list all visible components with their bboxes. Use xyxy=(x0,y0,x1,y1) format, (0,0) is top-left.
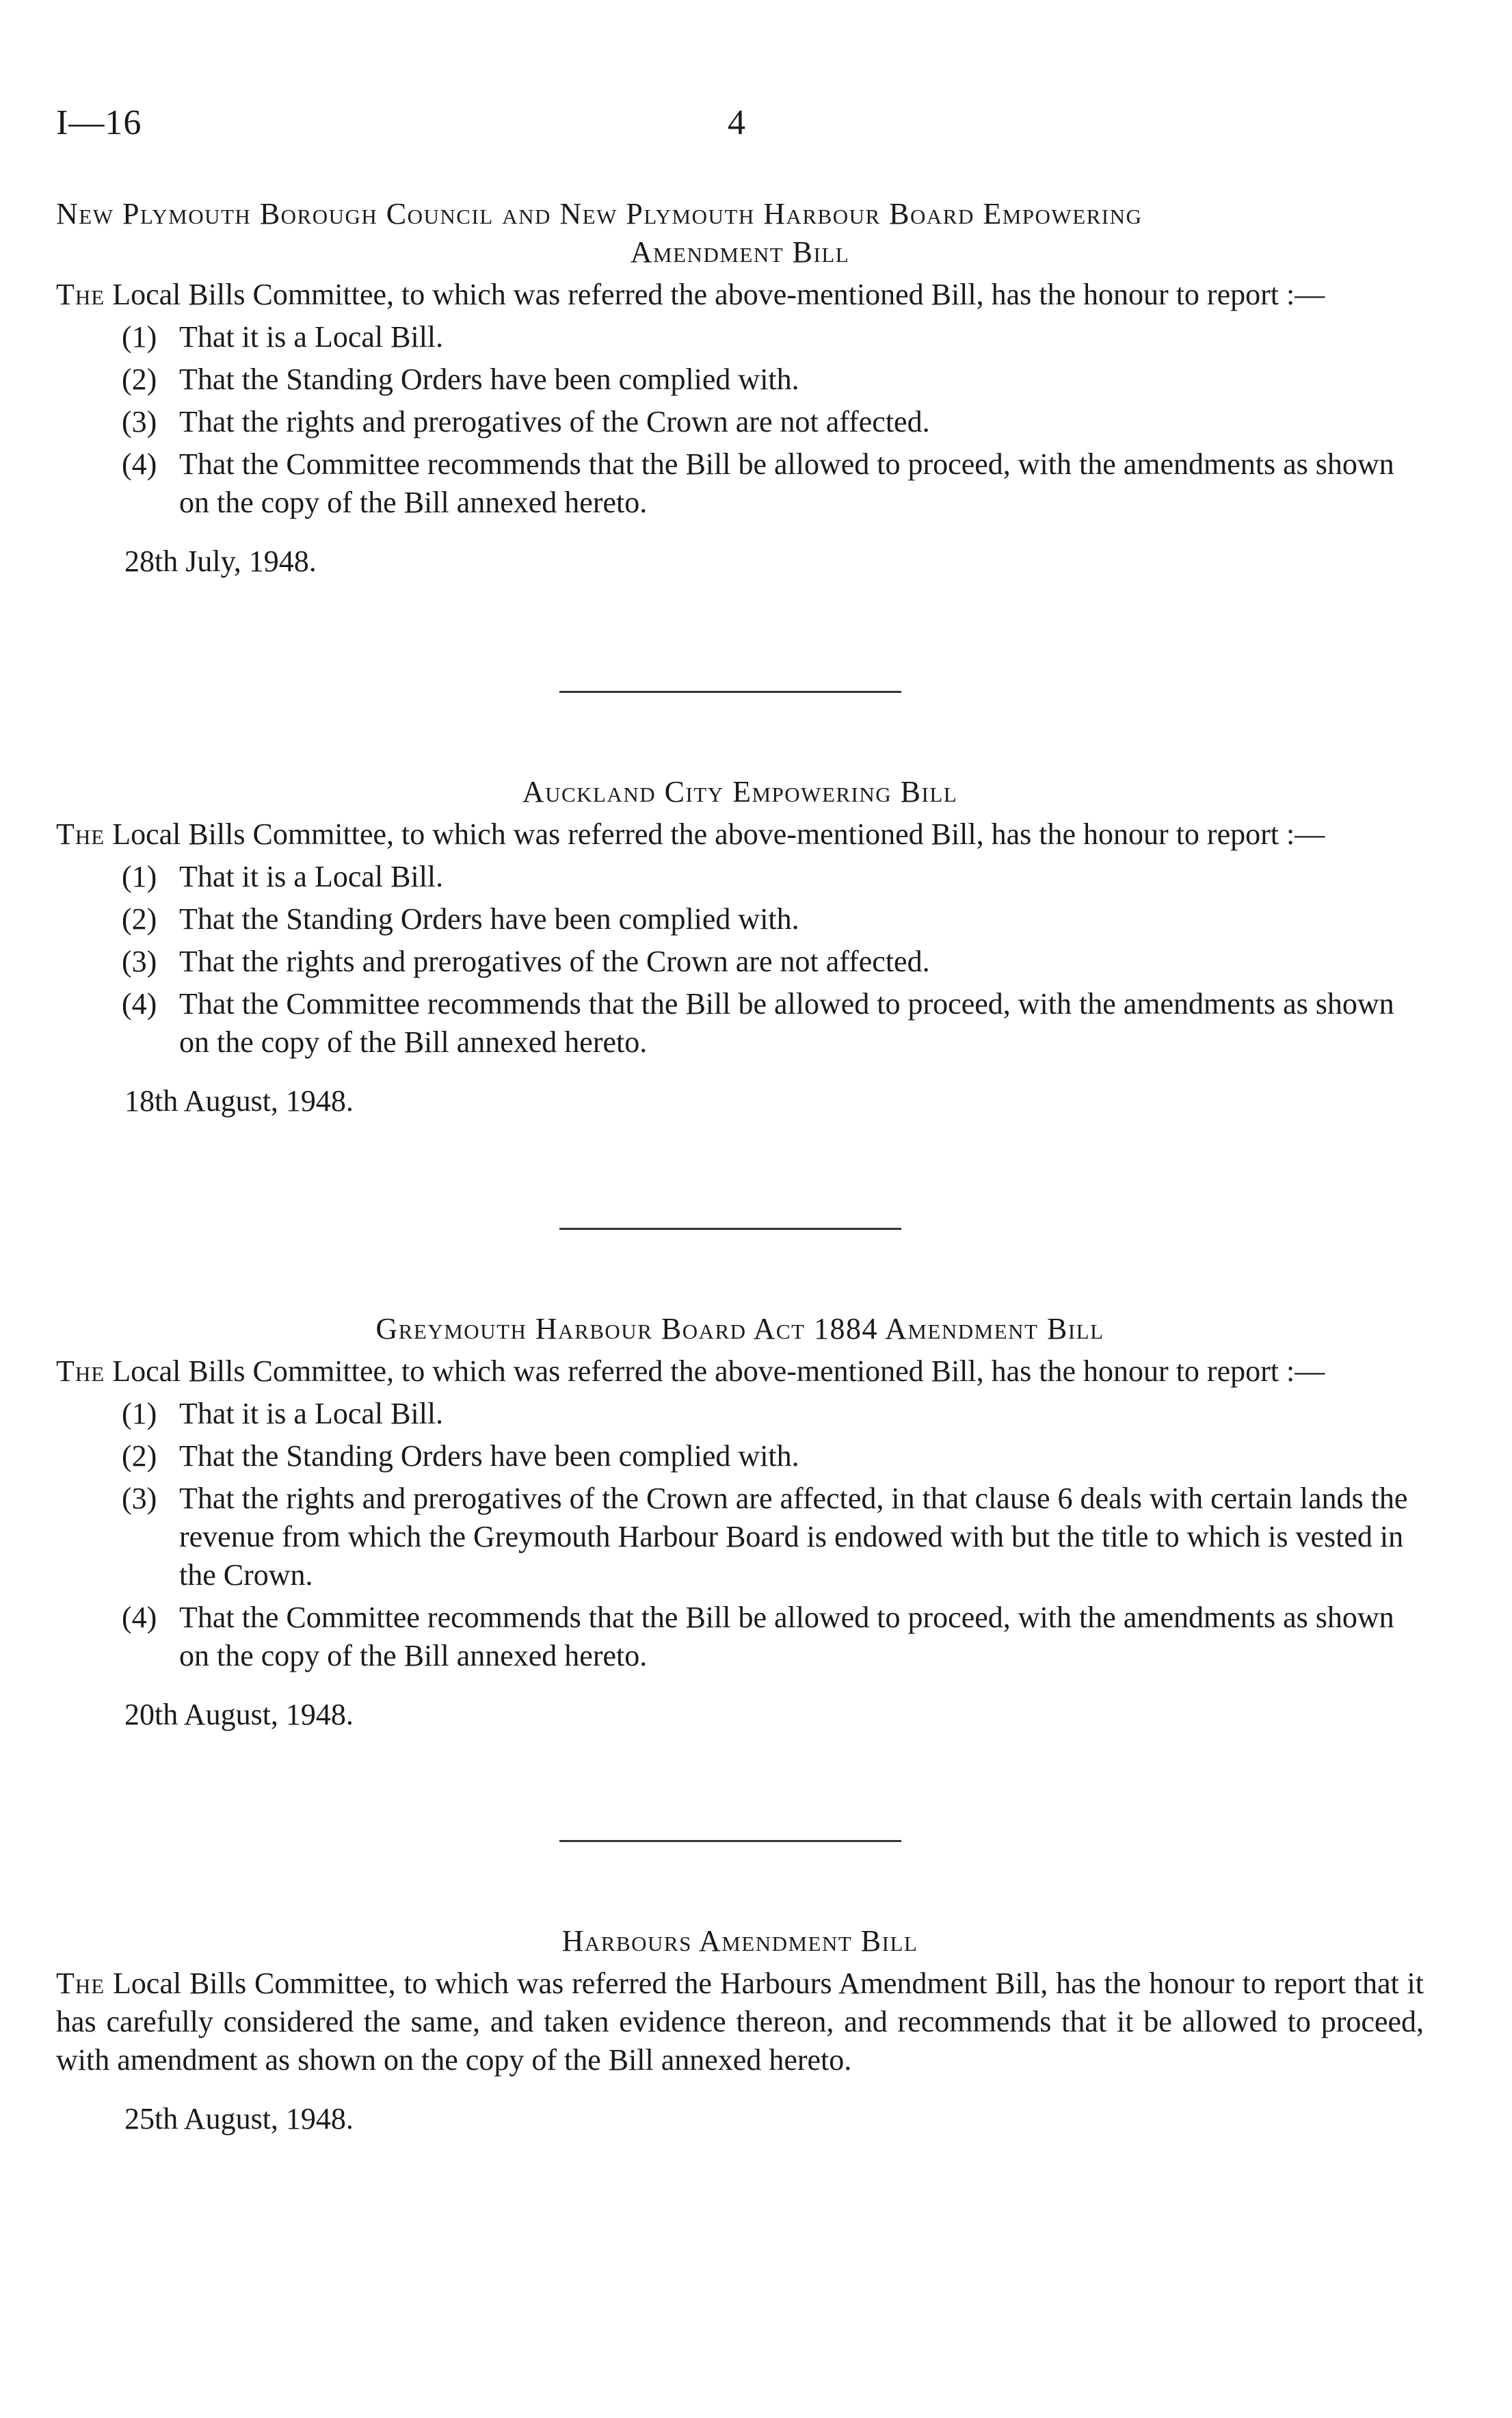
report-item xyxy=(56,318,1424,356)
item-text: That the Committee recommends that the Bill be allowed to proceed, with the amendments as shown on the copy of the Bill annexed hereto. xyxy=(179,447,1394,519)
item-text: That the Standing Orders have been complied with. xyxy=(179,363,799,396)
report-item xyxy=(56,360,1424,399)
item-number: (2) xyxy=(122,1439,157,1473)
page-header xyxy=(0,103,1512,150)
item-text: That it is a Local Bill. xyxy=(179,860,444,893)
item-text: That the Committee recommends that the Bill be allowed to proceed, with the amendments as shown on the copy of the Bill annexed hereto. xyxy=(179,1601,1394,1672)
page-number: 4 xyxy=(728,103,745,142)
report-intro xyxy=(56,276,1424,314)
report-item xyxy=(56,1395,1424,1433)
intro-text: Local Bills Committee, to which was referred the above-mentioned Bill, has the honour to report :— xyxy=(105,278,1325,311)
item-text: That the rights and prerogatives of the Crown are affected, in that clause 6 deals with certain lands the revenue from which the Greymouth Harbour Board is endowed with but the title to which is vested in the Crown. xyxy=(179,1482,1408,1592)
item-number: (4) xyxy=(122,987,157,1021)
report-item xyxy=(56,858,1424,896)
report-item xyxy=(56,900,1424,938)
report-auckland-city xyxy=(56,773,1424,1120)
item-number: (1) xyxy=(122,1397,157,1430)
item-text: That the Standing Orders have been complied with. xyxy=(179,902,799,936)
item-text: That the Standing Orders have been complied with. xyxy=(179,1439,799,1473)
report-item xyxy=(56,1480,1424,1594)
item-text: That the rights and prerogatives of the Crown are not affected. xyxy=(179,405,930,438)
item-number: (4) xyxy=(122,1601,157,1634)
report-items xyxy=(56,858,1424,1062)
report-title: Harbours Amendment Bill xyxy=(561,1924,918,1958)
report-title: New Plymouth Borough Council and New Plymouth Harbour Board Empowering xyxy=(56,197,1143,231)
report-date: 28th July, 1948. xyxy=(124,544,317,578)
report-items xyxy=(56,1395,1424,1675)
report-intro xyxy=(56,815,1424,854)
item-number: (1) xyxy=(122,320,157,354)
section-divider xyxy=(559,691,901,693)
report-title: Greymouth Harbour Board Act 1884 Amendment Bill xyxy=(375,1312,1104,1345)
report-date: 20th August, 1948. xyxy=(124,1698,354,1731)
item-number: (4) xyxy=(122,447,157,481)
item-number: (2) xyxy=(122,902,157,936)
report-items xyxy=(56,318,1424,522)
item-text: That it is a Local Bill. xyxy=(179,320,444,354)
report-date: 25th August, 1948. xyxy=(124,2102,354,2136)
intro-lead: The xyxy=(56,278,105,311)
report-harbours-amendment xyxy=(56,1922,1424,2138)
report-title: Auckland City Empowering Bill xyxy=(522,775,958,809)
intro-lead: The xyxy=(56,817,105,851)
report-item xyxy=(56,943,1424,981)
item-number: (1) xyxy=(122,860,157,893)
item-number: (2) xyxy=(122,363,157,396)
report-item xyxy=(56,403,1424,441)
report-date: 18th August, 1948. xyxy=(124,1084,354,1118)
report-new-plymouth xyxy=(56,195,1424,581)
intro-text: Local Bills Committee, to which was referred the Harbours Amendment Bill, has the honour to report that it has carefully considered the same, and taken evidence thereon, and recommends that it be allowed to proceed, with amendment as shown on the copy of the Bill annexed hereto. xyxy=(56,1967,1424,2077)
report-greymouth-harbour xyxy=(56,1310,1424,1734)
report-title-continued: Amendment Bill xyxy=(630,235,850,269)
intro-lead: The xyxy=(56,1354,105,1388)
report-item xyxy=(56,1437,1424,1475)
item-number: (3) xyxy=(122,405,157,438)
report-item xyxy=(56,445,1424,522)
report-item xyxy=(56,985,1424,1062)
item-text: That the rights and prerogatives of the Crown are not affected. xyxy=(179,945,930,978)
item-text: That the Committee recommends that the Bill be allowed to proceed, with the amendments as shown on the copy of the Bill annexed hereto. xyxy=(179,987,1394,1059)
section-divider xyxy=(559,1228,901,1230)
item-number: (3) xyxy=(122,1482,157,1515)
report-intro xyxy=(56,1964,1424,2079)
intro-text: Local Bills Committee, to which was referred the above-mentioned Bill, has the honour to report :— xyxy=(105,817,1325,851)
section-divider xyxy=(559,1840,901,1842)
item-text: That it is a Local Bill. xyxy=(179,1397,444,1430)
report-item xyxy=(56,1599,1424,1675)
intro-text: Local Bills Committee, to which was referred the above-mentioned Bill, has the honour to report :— xyxy=(105,1354,1325,1388)
intro-lead: The xyxy=(56,1967,105,2000)
document-reference: I—16 xyxy=(56,103,142,142)
item-number: (3) xyxy=(122,945,157,978)
report-intro xyxy=(56,1352,1424,1391)
